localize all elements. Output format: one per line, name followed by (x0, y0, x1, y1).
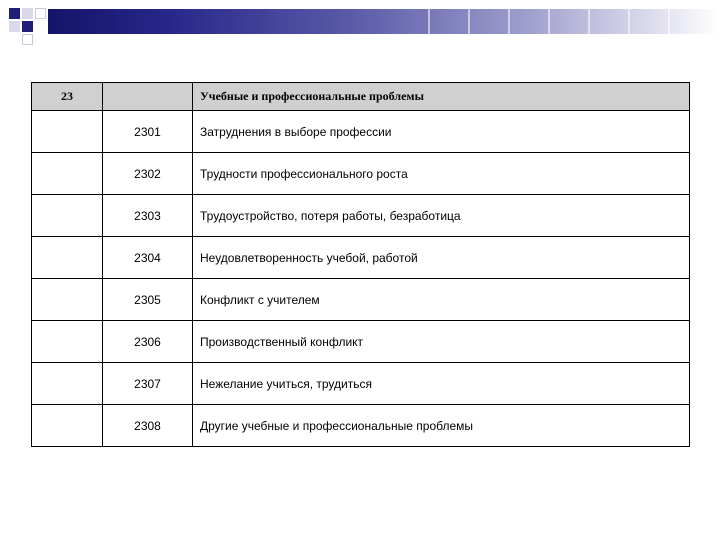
description-cell: Трудности профессионального роста (193, 153, 690, 195)
table-row (32, 321, 690, 363)
decor-stripe (588, 9, 590, 34)
decor-square (22, 34, 33, 45)
table-row (32, 279, 690, 321)
table-row (32, 195, 690, 237)
group-cell (32, 321, 103, 363)
description-cell: Другие учебные и профессиональные проблемы (193, 405, 690, 447)
code-cell: 2307 (103, 363, 193, 405)
code-cell: 2304 (103, 237, 193, 279)
description-cell: Трудоустройство, потеря работы, безработица (193, 195, 690, 237)
group-cell (32, 279, 103, 321)
table-row (32, 363, 690, 405)
table-row (32, 153, 690, 195)
group-cell (32, 111, 103, 153)
decor-stripe (548, 9, 550, 34)
description-cell: Нежелание учиться, трудиться (193, 363, 690, 405)
decor-stripe (428, 9, 430, 34)
code-cell: 2305 (103, 279, 193, 321)
code-cell: 2302 (103, 153, 193, 195)
header-description-cell: Учебные и профессиональные проблемы (193, 83, 690, 111)
description-cell: Затруднения в выборе профессии (193, 111, 690, 153)
table-row (32, 111, 690, 153)
group-cell (32, 153, 103, 195)
problem-codes-table (31, 82, 690, 447)
description-cell: Неудовлетворенность учебой, работой (193, 237, 690, 279)
description-cell: Производственный конфликт (193, 321, 690, 363)
group-cell (32, 195, 103, 237)
header-gradient-bar (48, 9, 720, 34)
decor-stripe (668, 9, 670, 34)
description-cell: Конфликт с учителем (193, 279, 690, 321)
table-row (32, 405, 690, 447)
decor-square (9, 8, 20, 19)
header-group-cell: 23 (32, 83, 103, 111)
decor-square (22, 21, 33, 32)
group-cell (32, 237, 103, 279)
decor-stripe (508, 9, 510, 34)
table-header-row (32, 83, 690, 111)
table-row (32, 237, 690, 279)
decor-stripe (628, 9, 630, 34)
code-cell: 2301 (103, 111, 193, 153)
header-code-cell (103, 83, 193, 111)
decor-square (35, 8, 46, 19)
decor-square (9, 21, 20, 32)
code-cell: 2308 (103, 405, 193, 447)
decor-stripe (468, 9, 470, 34)
decor-square (22, 8, 33, 19)
group-cell (32, 405, 103, 447)
code-cell: 2306 (103, 321, 193, 363)
group-cell (32, 363, 103, 405)
code-cell: 2303 (103, 195, 193, 237)
